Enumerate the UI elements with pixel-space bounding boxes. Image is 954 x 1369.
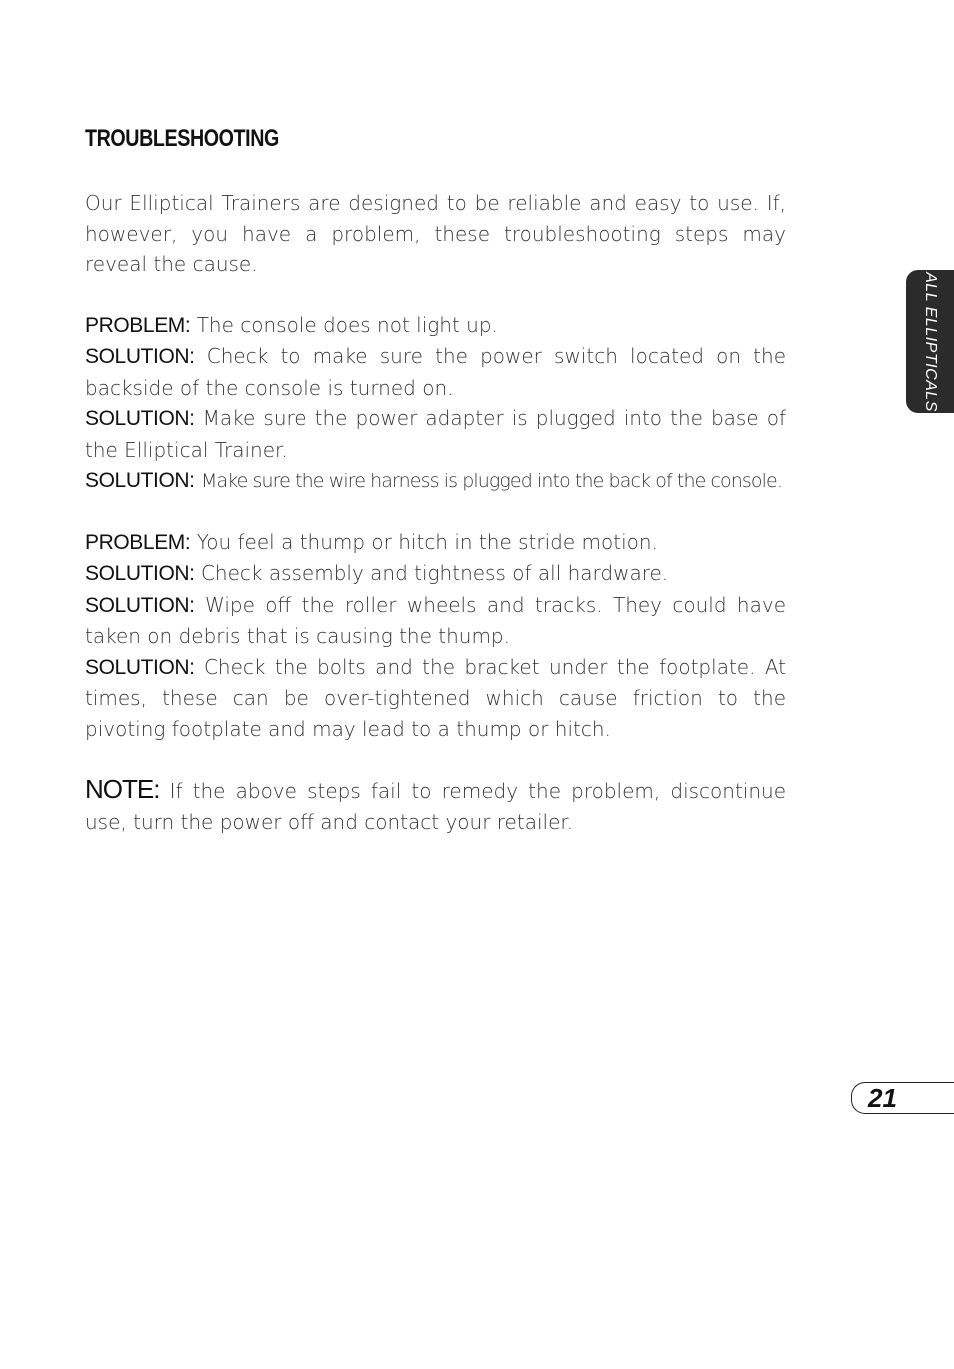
section-tab (906, 270, 954, 413)
problem-label: PROBLEM: (85, 313, 191, 337)
solution-2-2 (85, 590, 786, 652)
solution-text: Make sure the wire harness is plugged into the back of the console. (200, 470, 782, 492)
problem-1 (85, 310, 786, 342)
solution-label: SOLUTION: (85, 407, 195, 430)
solution-label: SOLUTION: (85, 562, 195, 585)
problem-label: PROBLEM: (85, 530, 191, 554)
problem-text: You feel a thump or hitch in the stride motion. (196, 529, 658, 554)
solution-1-2 (85, 403, 786, 465)
solution-2-1 (85, 558, 786, 590)
solution-text: Check assembly and tightness of all hardware. (200, 561, 669, 585)
problem-group-2 (85, 527, 786, 745)
solution-2-3 (85, 652, 786, 745)
note-label: NOTE: (85, 774, 160, 804)
page-number: 21 (868, 1083, 897, 1113)
page-content (85, 122, 786, 837)
solution-label: SOLUTION: (85, 469, 195, 492)
solution-label: SOLUTION: (85, 593, 195, 617)
intro-paragraph: Our Elliptical Trainers are designed to be reliable and easy to use. If, however, you have a problem, these troubleshooting steps may reveal the cause. (85, 191, 786, 276)
solution-label: SOLUTION: (85, 345, 195, 368)
problem-2 (85, 527, 786, 559)
note-paragraph (85, 774, 786, 837)
note-text: If the above steps fail to remedy the problem, discontinue use, turn the power off and contact your retailer. (85, 779, 787, 834)
solution-text: Wipe off the roller wheels and tracks. They could have taken on debris that is causing the thump. (85, 592, 787, 648)
problem-text: The console does not light up. (196, 312, 498, 337)
page-title: TROUBLESHOOTING (85, 125, 279, 152)
solution-1-3 (85, 465, 786, 497)
solution-text: Check to make sure the power switch located on the backside of the console is turned on. (85, 344, 787, 400)
solution-label: SOLUTION: (85, 655, 195, 679)
solution-text: Make sure the power adapter is plugged into the base of the Elliptical Trainer. (85, 406, 786, 462)
solution-text: Check the bolts and the bracket under the footplate. At times, these can be over-tightened which cause friction to the pivoting footplate and may lead to a thump or hitch. (85, 654, 786, 741)
solution-1-1 (85, 341, 786, 403)
problem-group-1 (85, 310, 786, 497)
page-number-box (851, 1082, 954, 1114)
section-tab-label: ALL ELLIPTICALS (922, 271, 939, 412)
